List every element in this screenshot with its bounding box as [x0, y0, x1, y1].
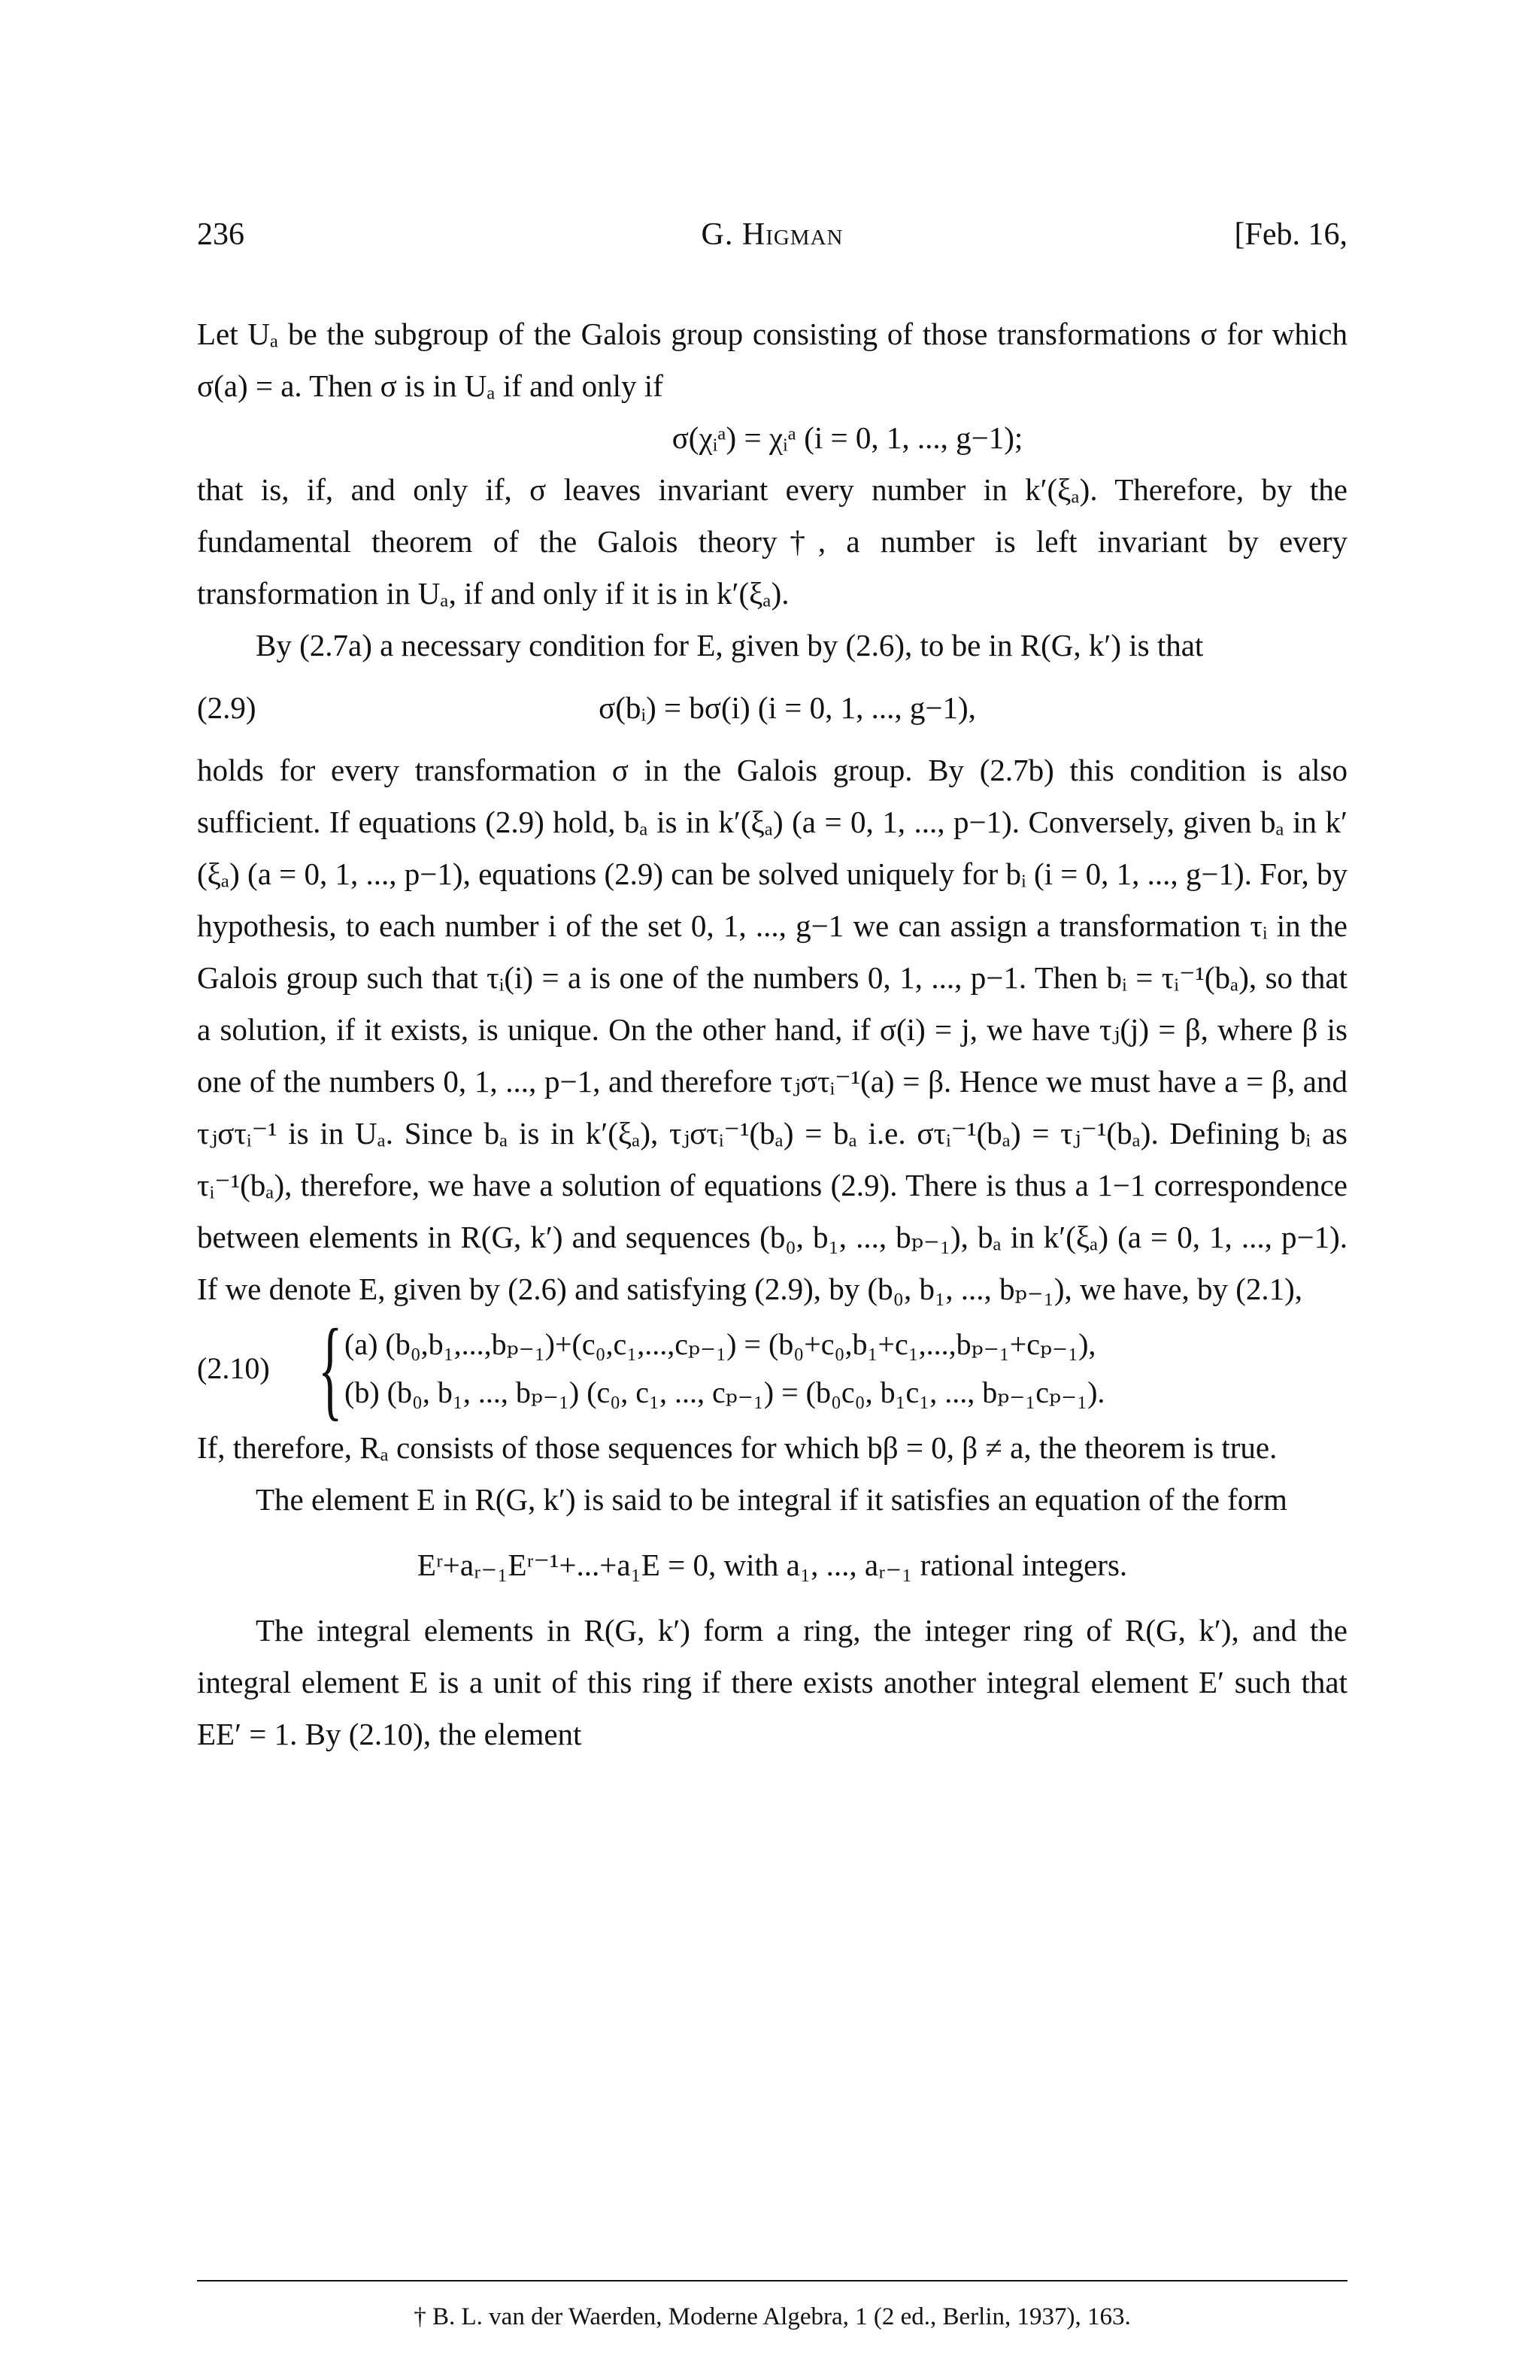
equation-body: σ(bᵢ) = bσ(i) (i = 0, 1, ..., g−1), — [599, 690, 976, 725]
equation-number: (2.10) — [197, 1351, 270, 1385]
running-author: G. Higman — [701, 217, 844, 252]
paragraph-theorem-true: If, therefore, Rₐ consists of those sequences for which bβ = 0, β ≠ a, the theorem is true. — [197, 1430, 1278, 1465]
page-number: 236 — [197, 217, 244, 252]
equation-2-10-b: (b) (b₀, b₁, ..., bₚ₋₁) (c₀, c₁, ..., cₚ₋₁) = (b₀c₀, b₁c₁, ..., bₚ₋₁cₚ₋₁). — [344, 1375, 1105, 1409]
paragraph-integer-ring: The integral elements in R(G, k′) form a ring, the integer ring of R(G, k′), and the integral element E is a unit of this ring if there exists another integral element E′ such that EE′ = 1. By (2.10), the element — [197, 1613, 1348, 1751]
paragraph-proof: holds for every transformation σ in the Galois group. By (2.7b) this condition is also sufficient. If equations (2.9) hold, bₐ is in k′(ξₐ) (a = 0, 1, ..., p−1). Conversely, given bₐ in k′(ξₐ) (a = 0, 1, ..., p−1), equations (2.9) can be solved uniquely for bᵢ (i = 0, 1, ..., g−1). For, by hypothesis, to each number i of the set 0, 1, ..., g−1 we can assign a transformation τᵢ in the Galois group such that τᵢ(i) = a is one of the numbers 0, 1, ..., p−1. Then bᵢ = τᵢ⁻¹(bₐ), so that a solution, if it exists, is unique. On the other hand, if σ(i) = j, we have τⱼ(j) = β, where β is one of the numbers 0, 1, ..., p−1, and therefore τⱼστᵢ⁻¹(a) = β. Hence we must have a = β, and τⱼστᵢ⁻¹ is in Uₐ. Since bₐ is in k′(ξₐ), τⱼστᵢ⁻¹(bₐ) = bₐ i.e. στᵢ⁻¹(bₐ) = τⱼ⁻¹(bₐ). Defining bᵢ as τᵢ⁻¹(bₐ), therefore, we have a solution of equations (2.9). There is thus a 1−1 correspondence between elements in R(G, k′) and sequences (b₀, b₁, ..., bₚ₋₁), bₐ in k′(ξₐ) (a = 0, 1, ..., p−1). If we denote E, given by (2.6) and satisfying (2.9), by (b₀, b₁, ..., bₚ₋₁), we have, by (2.1), — [197, 753, 1348, 1306]
paragraph-subgroup-definition: Let Uₐ be the subgroup of the Galois group consisting of those transformations σ for which σ(a) = a. Then σ is in Uₐ if and only if — [197, 317, 1348, 403]
paragraph-galois-theory: that is, if, and only if, σ leaves invariant every number in k′(ξₐ). Therefore, by the fundamental theorem of the Galois theory†, a number is left invariant by every transformation in Uₐ, if and only if it is in k′(ξₐ). — [197, 472, 1348, 611]
paragraph-necessary-condition: By (2.7a) a necessary condition for E, given by (2.6), to be in R(G, k′) is that — [256, 628, 1204, 662]
running-header — [197, 217, 1348, 262]
footnote: † B. L. van der Waerden, Moderne Algebra, 1 (2 ed., Berlin, 1937), 163. — [414, 2303, 1131, 2330]
body-text — [197, 308, 1348, 1760]
footnote-rule — [197, 2280, 1348, 2281]
running-date: [Feb. 16, — [1234, 217, 1348, 252]
equation-number: (2.9) — [197, 690, 256, 725]
brace: { — [318, 1306, 343, 1431]
equation-invariance: σ(χᵢᵃ) = χᵢᵃ (i = 0, 1, ..., g−1); — [671, 420, 1023, 455]
equation-integral: Eʳ+aᵣ₋₁Eʳ⁻¹+...+a₁E = 0, with a₁, ..., aᵣ₋₁ rational integers. — [417, 1548, 1128, 1582]
equation-2-10-a: (a) (b₀,b₁,...,bₚ₋₁)+(c₀,c₁,...,cₚ₋₁) = (b₀+c₀,b₁+c₁,...,bₚ₋₁+cₚ₋₁), — [344, 1327, 1096, 1361]
equation-2-9 — [197, 682, 1348, 734]
equation-2-10 — [197, 1306, 1348, 1431]
paragraph-integral-definition: The element E in R(G, k′) is said to be integral if it satisfies an equation of the form — [256, 1482, 1287, 1517]
